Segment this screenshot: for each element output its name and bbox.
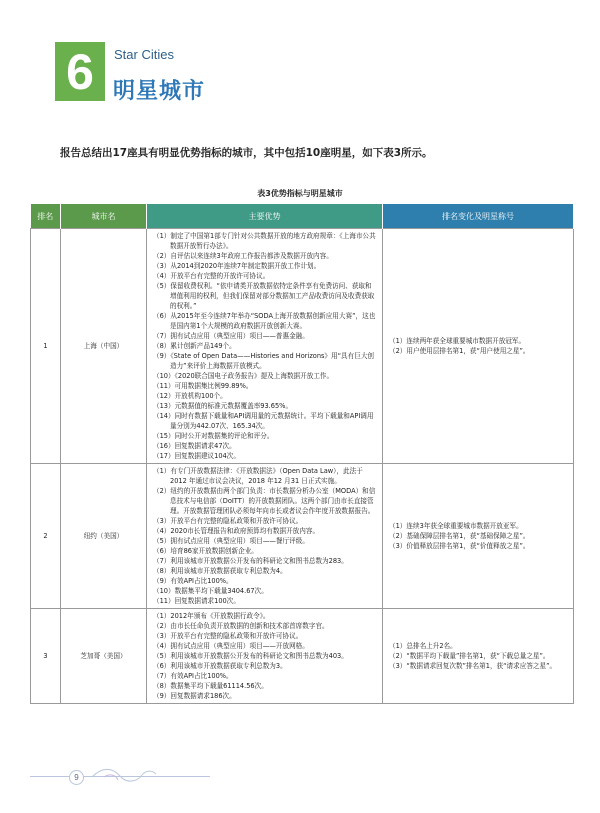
advantage-item: （8）累计创新产品149个。 bbox=[153, 342, 236, 350]
advantage-item: （11）回复数据请求100次。 bbox=[153, 597, 240, 605]
advantage-item: （5）利用该城市开放数据公开发布的科研论文和图书总数为403。 bbox=[153, 652, 348, 660]
advantage-item: （1）2012年颁布《开放数据行政令》。 bbox=[153, 612, 270, 620]
ranking-item: （3）价值释放层排名第1，获“价值释放之星”。 bbox=[389, 542, 530, 550]
chapter-title-zh: 明星城市 bbox=[113, 79, 206, 104]
advantage-item: （3）开放平台有完整的隐私政策和开放许可协议。 bbox=[153, 632, 303, 640]
advantage-item: （7）利用该城市开放数据公开发布的科研论文和图书总数为283。 bbox=[153, 557, 348, 565]
page-number: 9 bbox=[69, 770, 84, 785]
chapter-number-badge: 6 bbox=[55, 42, 105, 101]
advantage-item: （3）开放平台有完整的隐私政策和开放许可协议。 bbox=[153, 517, 303, 525]
cell-ranking-change bbox=[383, 609, 574, 704]
advantage-item: （8）利用该城市开放数据获取专利总数为4。 bbox=[153, 567, 287, 575]
advantage-item: （9）《State of Open Data——Histories and Horizons》用“具有巨大创造力”来评价上海数据开放模式。 bbox=[153, 352, 375, 370]
advantage-item: （10）《2020联合国电子政务报告》提及上海数据开放工作。 bbox=[153, 372, 334, 380]
header-advantages: 主要优势 bbox=[147, 204, 383, 229]
ranking-item: （1）连续3年获全球重要城市数据开放亚军。 bbox=[389, 522, 523, 530]
advantage-item: （7）有效API占比100%。 bbox=[153, 672, 233, 680]
chapter-title-en: Star Cities bbox=[114, 47, 174, 62]
advantage-item: （4）拥有试点应用（典型应用）项目——开放网格。 bbox=[153, 642, 309, 650]
header-ranking-change: 排名变化及明星称号 bbox=[383, 204, 574, 229]
ranking-item: （2）“数据平均下载量”排名第1，获“下载总量之星”。 bbox=[389, 652, 550, 660]
cell-rank: 1 bbox=[31, 229, 61, 464]
advantage-item: （2）自评估以来连续3年政府工作报告都涉及数据开放内容。 bbox=[153, 252, 333, 260]
ranking-item: （1）总排名上升2名。 bbox=[389, 642, 457, 650]
advantage-item: （2）由市长任命负责开放数据的创新和技术部首席数字官。 bbox=[153, 622, 329, 630]
cell-ranking-change bbox=[383, 229, 574, 464]
advantage-item: （5）拥有试点应用（典型应用）项目——餐厅评级。 bbox=[153, 537, 309, 545]
advantage-item: （3）从2014到2020年连续7年制定数据开放工作计划。 bbox=[153, 262, 321, 270]
advantage-item: （9）有效API占比100%。 bbox=[153, 577, 233, 585]
table-row bbox=[31, 229, 574, 464]
advantage-item: （4）2020市长管理报告和政府预算均有数据开放内容。 bbox=[153, 527, 320, 535]
advantage-item: （4）开放平台有完整的开放许可协议。 bbox=[153, 272, 270, 280]
cell-city: 上海（中国） bbox=[61, 229, 147, 464]
table-row bbox=[31, 464, 574, 609]
advantage-item: （8）数据集平均下载量61114.56次。 bbox=[153, 682, 268, 690]
cell-advantages bbox=[147, 229, 383, 464]
ranking-item: （2）基础保障层排名第1，获“基础保障之星”。 bbox=[389, 532, 530, 540]
cell-rank: 2 bbox=[31, 464, 61, 609]
advantage-item: （6）利用该城市开放数据获取专利总数为3。 bbox=[153, 662, 287, 670]
ranking-item: （3）“数据请求回复次数”排名第1，获“请求应答之星”。 bbox=[389, 662, 557, 670]
advantage-item: （6）从2015年至今连续7年举办“SODA上海开放数据创新应用大赛”，这也是国内第1个大规模的政府数据开放创新大赛。 bbox=[153, 312, 376, 330]
table-header-row bbox=[31, 204, 574, 229]
advantage-item: （5）保留收费权利。“依申请类开放数据依特定条件享有免费访问、获取和增值利用的权利，但我们保留对部分数据加工产品收费访问及收费获取的权利。” bbox=[153, 282, 375, 310]
advantage-item: （16）回复数据请求47次。 bbox=[153, 442, 236, 450]
advantage-item: （2）纽约的开放数据由两个部门负责：市长数据分析办公室（MODA）和信息技术与电信部（DoITT）的开放数据团队。这两个部门由市长直接管理。开放数据管理团队必须每年向市长或者议会作年度开放数据报告。 bbox=[153, 487, 376, 515]
advantage-item: （10）数据集平均下载量3404.67次。 bbox=[153, 587, 268, 595]
table-row bbox=[31, 609, 574, 704]
ranking-item: （1）连续两年获全球重要城市数据开放冠军。 bbox=[389, 337, 526, 345]
header-rank: 排名 bbox=[31, 204, 61, 229]
cell-advantages bbox=[147, 464, 383, 609]
header-city: 城市名 bbox=[61, 204, 147, 229]
advantage-item: （7）拥有试点应用（典型应用）项目——普惠金融。 bbox=[153, 332, 309, 340]
advantage-item: （13）元数据值的标准元数据覆盖率93.65%。 bbox=[153, 402, 293, 410]
table-caption: 表3优势指标与明星城市 bbox=[257, 189, 343, 198]
advantage-item: （17）回复数据建议104次。 bbox=[153, 452, 240, 460]
cell-city: 芝加哥（美国） bbox=[61, 609, 147, 704]
cell-city: 纽约（美国） bbox=[61, 464, 147, 609]
flourish-ornament bbox=[90, 765, 160, 787]
advantage-item: （14）同时有数据下载量和API调用量的元数据统计。平均下载量和API调用量分别为442.07次、165.34次。 bbox=[153, 412, 374, 430]
cell-advantages bbox=[147, 609, 383, 704]
table-body bbox=[31, 229, 574, 704]
ranking-item: （2）用户使用层排名第1，获“用户使用之星”。 bbox=[389, 347, 530, 355]
intro-paragraph: 报告总结出17座具有明显优势指标的城市，其中包括10座明星，如下表3所示。 bbox=[60, 147, 433, 159]
advantage-item: （9）回复数据请求186次。 bbox=[153, 692, 236, 700]
cell-rank: 3 bbox=[31, 609, 61, 704]
star-cities-table bbox=[30, 204, 574, 704]
advantage-item: （1）有专门开放数据法律：《开放数据法》（Open Data Law），此法于2012 年通过市议会决议，2018 年12 月31 日正式实施。 bbox=[153, 467, 363, 485]
advantage-item: （15）同时公开对数据集的评论和评分。 bbox=[153, 432, 274, 440]
advantage-item: （11）可用数据集比例99.89%。 bbox=[153, 382, 253, 390]
advantage-item: （1）制定了中国第1部专门针对公共数据开放的地方政府规章：《上海市公共数据开放暂行办法》。 bbox=[153, 232, 376, 250]
cell-ranking-change bbox=[383, 464, 574, 609]
advantage-item: （6）培育86家开放数据创新企业。 bbox=[153, 547, 258, 555]
advantage-item: （12）开放机构100个。 bbox=[153, 392, 227, 400]
